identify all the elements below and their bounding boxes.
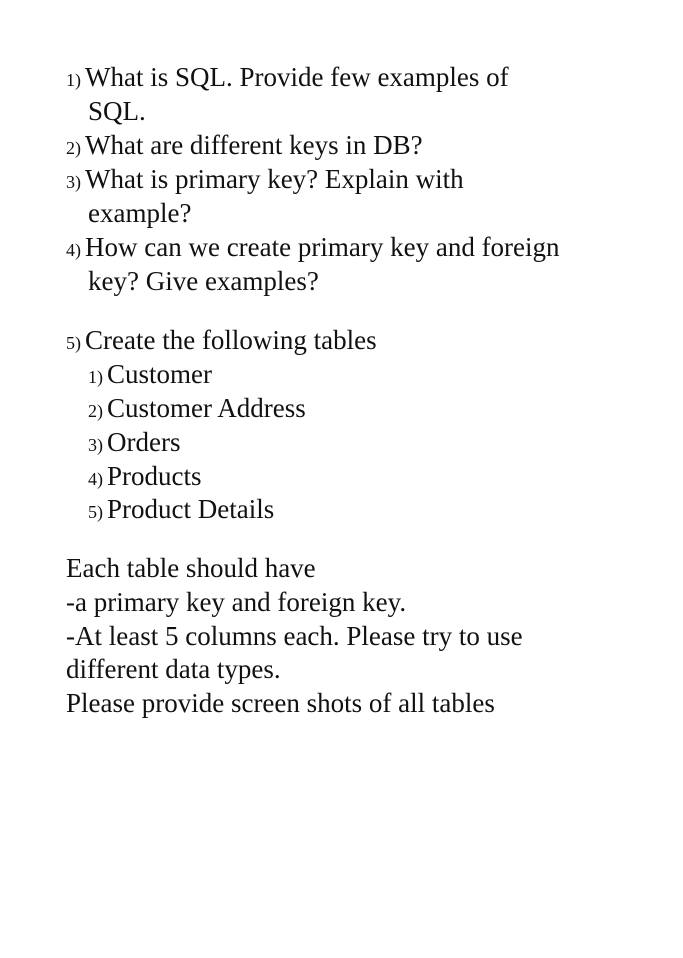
question-1-line-1: [66, 60, 509, 97]
question-4-line-1: [66, 230, 560, 267]
requirement-line-1: Each table should have: [66, 553, 316, 583]
requirement-line-5: Please provide screen shots of all tables: [66, 688, 495, 718]
table-item-1: [88, 357, 212, 394]
question-3-line-1: [66, 162, 464, 199]
table-item-3: [88, 425, 180, 462]
question-text: key? Give examples?: [88, 266, 319, 296]
question-number: 2): [66, 138, 81, 158]
table-item-number: 1): [88, 367, 103, 387]
table-item-4: [88, 459, 202, 496]
table-item-2: [88, 391, 306, 428]
question-text: What are different keys in DB?: [85, 130, 423, 160]
table-item-5: [88, 492, 274, 529]
table-item-label: Customer Address: [107, 393, 306, 423]
question-text: example?: [88, 198, 192, 228]
question-text: How can we create primary key and foreign: [85, 232, 560, 262]
table-item-number: 5): [88, 502, 103, 522]
question-number: 3): [66, 172, 81, 192]
table-item-label: Orders: [107, 427, 181, 457]
question-3-line-2: [88, 196, 191, 230]
table-item-label: Products: [107, 461, 202, 491]
table-item-number: 3): [88, 435, 103, 455]
question-1-line-2: [88, 94, 146, 128]
table-item-number: 2): [88, 401, 103, 421]
question-text: Create the following tables: [85, 325, 377, 355]
question-5-line-1: [66, 323, 377, 360]
requirement-line-3: -At least 5 columns each. Please try to use: [66, 621, 523, 651]
table-item-label: Customer: [107, 359, 212, 389]
question-text: What is primary key? Explain with: [85, 164, 464, 194]
question-number: 5): [66, 333, 81, 353]
question-number: 4): [66, 240, 81, 260]
requirement-line-2: -a primary key and foreign key.: [66, 587, 407, 617]
question-number: 1): [66, 70, 81, 90]
question-text: SQL.: [88, 96, 146, 126]
table-item-number: 4): [88, 469, 103, 489]
question-2-line-1: [66, 128, 423, 165]
question-text: What is SQL. Provide few examples of: [85, 62, 509, 92]
requirement-line-4: different data types.: [66, 654, 281, 684]
table-item-label: Product Details: [107, 494, 275, 524]
question-4-line-2: [88, 264, 319, 298]
